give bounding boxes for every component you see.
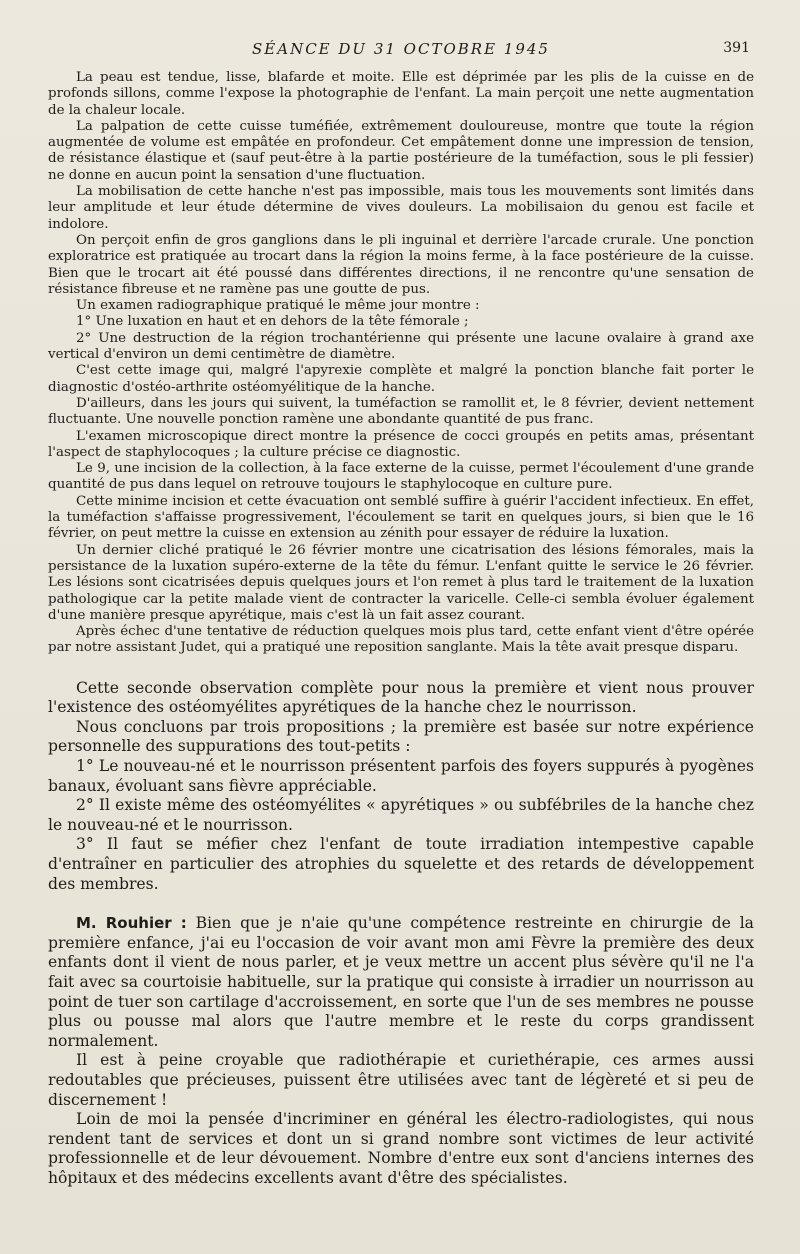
conclusion-point: 3° Il faut se méfier chez l'enfant de toute irradiation intempestive capable d'entraîner en particulier des atrophies du squelette et des retards de développement des membres. [48,835,754,893]
paragraph: Après échec d'une tentative de réduction quelques mois plus tard, cette enfant vient d'être opérée par notre assistant Judet, qui a pratiqué une reposition sanglante. Mais la tête avait presque disparu. [48,624,754,656]
session-title: SÉANCE DU 31 OCTOBRE 1945 [252,40,550,58]
paragraph: Le 9, une incision de la collection, à la face externe de la cuisse, permet l'écoulement d'une grande quantité de pus dans lequel on retrouve toujours le staphylocoque en culture pure. [48,461,754,493]
paragraph: Un examen radiographique pratiqué le même jour montre : [76,298,480,314]
conclusion-lead: Nous concluons par trois propositions ; la première est basée sur notre expérience personnelle des suppurations des tout-petits : [48,717,754,756]
conclusion-section [48,679,754,1189]
conclusion-point: 1° Le nouveau-né et le nourrisson présentent parfois des foyers suppurés à pyogènes banaux, évoluant sans fièvre appréciable. [48,757,754,795]
paragraph: Un dernier cliché pratiqué le 26 février montre une cicatrisation des lésions fémorales, mais la persistance de la luxation supéro-externe de la tête du fémur. L'enfant quitte le service le 26 février. Les lésions sont cicatrisées depuis quelques jours et l'on remet à plus tard le traitement de la luxation pathologique car la petite malade vient de contracter la varicelle. Celle-ci sembla évoluer également d'une manière presque apyrétique, mais c'est là un fait assez courant. [48,542,754,623]
paragraph: La peau est tendue, lisse, blafarde et moite. Elle est déprimée par les plis de la cuisse en de profonds sillons, comme l'expose la photographie de l'enfant. La main perçoit une nette augmentation de la chaleur locale. [48,70,754,118]
paragraph: 1° Une luxation en haut et en dehors de la tête fémorale ; [76,314,469,330]
paragraph: C'est cette image qui, malgré l'apyrexie complète et malgré la ponction blanche fait porter le diagnostic d'ostéo-arthrite ostéomyélitique de la hanche. [48,363,754,395]
case-report [48,70,754,657]
paragraph: On perçoit enfin de gros ganglions dans le pli inguinal et derrière l'arcade crurale. Une ponction exploratrice est pratiquée au trocart dans la région la moins ferme, à la face postérieure de la cuisse. Bien que le trocart ait été poussé dans différentes directions, il ne rencontre qu'une sensation de résistance fibreuse et ne ramène pas une goutte de pus. [48,232,754,297]
conclusion-point: 2° Il existe même des ostéomyélites « apyrétiques » ou subfébriles de la hanche chez le nouveau-né et le nourrisson. [48,796,754,834]
paragraph: L'examen microscopique direct montre la présence de cocci groupés en petits amas, présentant l'aspect de staphylocoques ; la culture précise ce diagnostic. [48,428,754,460]
paragraph: 2° Une destruction de la région trochantérienne qui présente une lacune ovalaire à grand axe vertical d'environ un demi centimètre de diamètre. [48,330,754,363]
discussion-paragraph: Loin de moi la pensée d'incriminer en général les électro-radiologistes, qui nous rendent tant de services et dont un si grand nombre sont victimes de leur activité professionnelle et de leur dévouement. Nombre d'entre eux sont d'anciens internes des hôpitaux et des médecins excellents avant d'être des spécialistes. [48,1110,754,1187]
discussion-paragraph: Il est à peine croyable que radiothérapie et curiethérapie, ces armes aussi redoutables que précieuses, puissent être utilisées avec tant de légèreté et si peu de discernement ! [48,1051,754,1109]
paragraph: D'ailleurs, dans les jours qui suivent, la tuméfaction se ramollit et, le 8 février, devient nettement fluctuante. Une nouvelle ponction ramène une abondante quantité de pus franc. [48,395,754,428]
discussion-paragraph [48,914,754,1051]
running-header [48,40,754,70]
page-number: 391 [723,40,750,56]
discussion-text: Bien que je n'aie qu'une compétence restreinte en chirurgie de la première enfance, j'ai eu l'occasion de voir avant mon ami Fèvre la première des deux enfants dont il vient de nous parler, et je veux mettre un accent plus sévère qu'il ne l'a fait avec sa courtoisie habituelle, sur la pratique qui consiste à irradier un nourrisson au point de tuer son cartilage d'accroissement, en sorte que l'un de ses membres ne pousse plus ou pousse mal alors que l'autre membre et le reste du corps grandissent normalement. [48,914,754,1050]
speaker-name: M. Rouhier : [76,914,187,933]
paragraph: Cette minime incision et cette évacuation ont semblé suffire à guérir l'accident infectieux. En effet, la tuméfaction s'affaisse progressivement, l'écoulement se tarit en quelques jours, si bien que le 16 février, on peut mettre la cuisse en extension au zénith pour essayer de réduire la luxation. [48,493,754,542]
paragraph: La mobilisation de cette hanche n'est pas impossible, mais tous les mouvements sont limités dans leur amplitude et leur étude détermine de vives douleurs. La mobilisaion du genou est facile et indolore. [48,184,754,232]
conclusion-intro: Cette seconde observation complète pour nous la première et vient nous prouver l'existence des ostéomyélites apyrétiques de la hanche chez le nourrisson. [48,678,754,717]
paragraph: La palpation de cette cuisse tuméfiée, extrêmement douloureuse, montre que toute la région augmentée de volume est empâtée en profondeur. Cet empâtement donne une impression de tension, de résistance élastique et (sauf peut-être à la partie postérieure de la tuméfaction, sous le pli fessier) ne donne en aucun point la sensation d'une fluctuation. [48,118,754,183]
